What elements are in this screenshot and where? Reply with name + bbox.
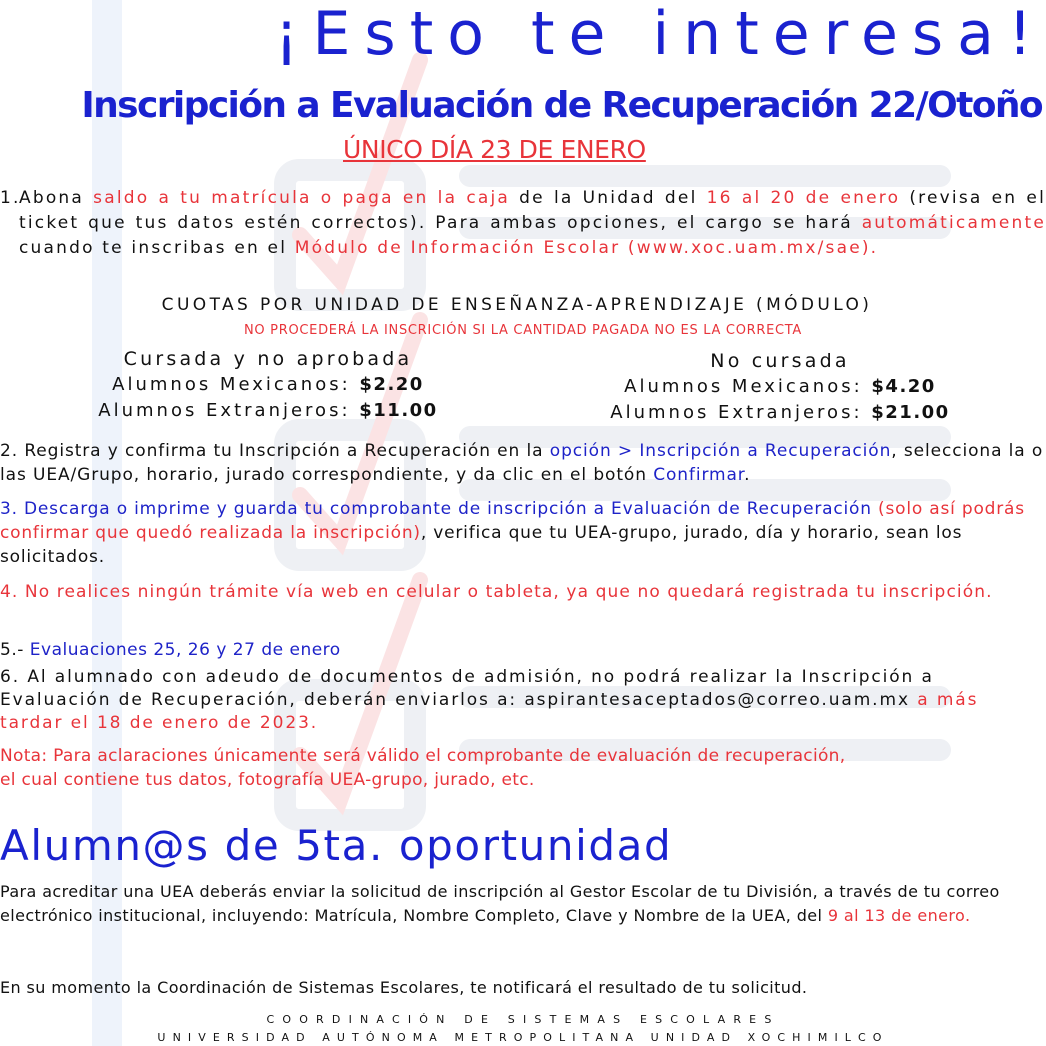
fees-row-mexicans — [92, 372, 444, 398]
step-4: 4. No realices ningún trámite vía web en celular o tableta, ya que no quedará registrada tu inscripción. — [0, 582, 993, 602]
note — [0, 744, 1046, 792]
fees-group-not-taken — [604, 348, 956, 426]
fifth-opportunity-text — [0, 880, 1046, 928]
fees-value: $21.00 — [871, 402, 950, 423]
fees-row-foreigners — [92, 398, 444, 424]
step-1-text-d: cuando te inscribas en el — [19, 238, 295, 258]
step-6-text: 6. Al alumnado con adeudo de documentos de admisión, no podrá realizar la Inscripción a Evaluación de Recuperación, deberán enviarlos a: aspirantesaceptados@correo.uam.mx — [0, 667, 934, 710]
step-1-text-c: (revisa en el ticket que tus datos estén correctos). Para ambas opciones, el cargo se hará — [19, 188, 1046, 233]
step-2-confirm-button-ref: Confirmar — [653, 465, 745, 485]
fees-group-heading: No cursada — [710, 350, 850, 372]
step-5 — [0, 638, 1046, 662]
fees-value: $4.20 — [871, 376, 936, 397]
fees-row-mexicans — [604, 374, 956, 400]
fifth-opportunity-notice: En su momento la Coordinación de Sistemas Escolares, te notificará el resultado de tu solicitud. — [0, 978, 808, 997]
footer-university: UNIVERSIDAD AUTÓNOMA METROPOLITANA UNIDAD XOCHIMILCO — [157, 1031, 889, 1044]
step-1-payment-dates: 16 al 20 de enero — [706, 188, 901, 208]
step-5-dates: Evaluaciones 25, 26 y 27 de enero — [29, 640, 341, 660]
highlight-date: ÚNICO DÍA 23 DE ENERO — [343, 135, 646, 164]
step-3 — [0, 497, 1046, 569]
fifth-opportunity-heading: Alumn@s de 5ta. oportunidad — [0, 821, 673, 870]
page-title: ¡Esto te interesa! — [274, 0, 1046, 69]
fees-label: Alumnos Mexicanos: — [624, 376, 872, 397]
step-3-note: (solo así podrás confirmar que quedó realizada la inscripción) — [0, 499, 1025, 543]
fees-value: $2.20 — [359, 374, 424, 395]
note-line-1: Nota: Para aclaraciones únicamente será válido el comprobante de evaluación de recuperación, — [0, 746, 846, 766]
step-2-text-c: . — [744, 465, 751, 485]
step-1-text — [19, 186, 1046, 261]
step-3-text-b: , verifica que tu UEA-grupo, jurado, día y horario, sean los solicitados. — [0, 523, 963, 567]
step-2-text-a: 2. Registra y confirma tu Inscripción a Recuperación en la — [0, 441, 550, 461]
step-1-module-link: Módulo de Información Escolar (www.xoc.uam.mx/sae). — [294, 238, 879, 258]
step-6 — [0, 666, 1046, 735]
fifth-opportunity-dates: 9 al 13 de enero. — [827, 906, 971, 925]
step-1-text-b: de la Unidad del — [510, 188, 707, 208]
fees-warning: NO PROCEDERÁ LA INSCRICIÓN SI LA CANTIDAD PAGADA NO ES LA CORRECTA — [243, 323, 803, 338]
fees-label: Alumnos Extranjeros: — [98, 400, 360, 421]
fees-label: Alumnos Extranjeros: — [610, 402, 872, 423]
step-2 — [0, 439, 1046, 487]
fees-group-heading: Cursada y no aprobada — [123, 348, 413, 370]
page-subtitle: Inscripción a Evaluación de Recuperación 22/Otoño — [81, 85, 1042, 126]
step-1-automatic: automáticamente — [861, 213, 1046, 233]
step-5-number: 5.- — [0, 640, 30, 660]
fees-group-taken — [92, 346, 444, 424]
fees-value: $11.00 — [359, 400, 438, 421]
step-3-text-a: 3. Descarga o imprime y guarda tu comprobante de inscripción a Evaluación de Recuperación — [0, 499, 879, 519]
fees-row-foreigners — [604, 400, 956, 426]
step-1-payment-option: saldo a tu matrícula o paga en la caja — [93, 188, 511, 208]
step-2-option-path: opción > Inscripción a Recuperación — [549, 441, 892, 461]
footer-coordination: COORDINACIÓN DE SISTEMAS ESCOLARES — [266, 1013, 780, 1026]
fees-label: Alumnos Mexicanos: — [112, 374, 360, 395]
step-1-number: 1. — [0, 188, 21, 208]
step-2-text-b: , selecciona la o las UEA/Grupo, horario, jurado correspondiente, y da clic en el botón — [0, 441, 1044, 485]
step-1-text-a: Abona — [19, 188, 94, 208]
fifth-opportunity-instructions: Para acreditar una UEA deberás enviar la solicitud de inscripción al Gestor Escolar de tu División, a través de tu correo electrónico institucional, incluyendo: Matrícula, Nombre Completo, Clave y Nombre de la UEA, del — [0, 882, 1000, 925]
note-line-2: el cual contiene tus datos, fotografía UEA-grupo, jurado, etc. — [0, 770, 535, 790]
fees-title: CUOTAS POR UNIDAD DE ENSEÑANZA-APRENDIZAJE (MÓDULO) — [161, 295, 873, 315]
step-6-deadline: a más tardar el 18 de enero de 2023. — [0, 690, 979, 733]
